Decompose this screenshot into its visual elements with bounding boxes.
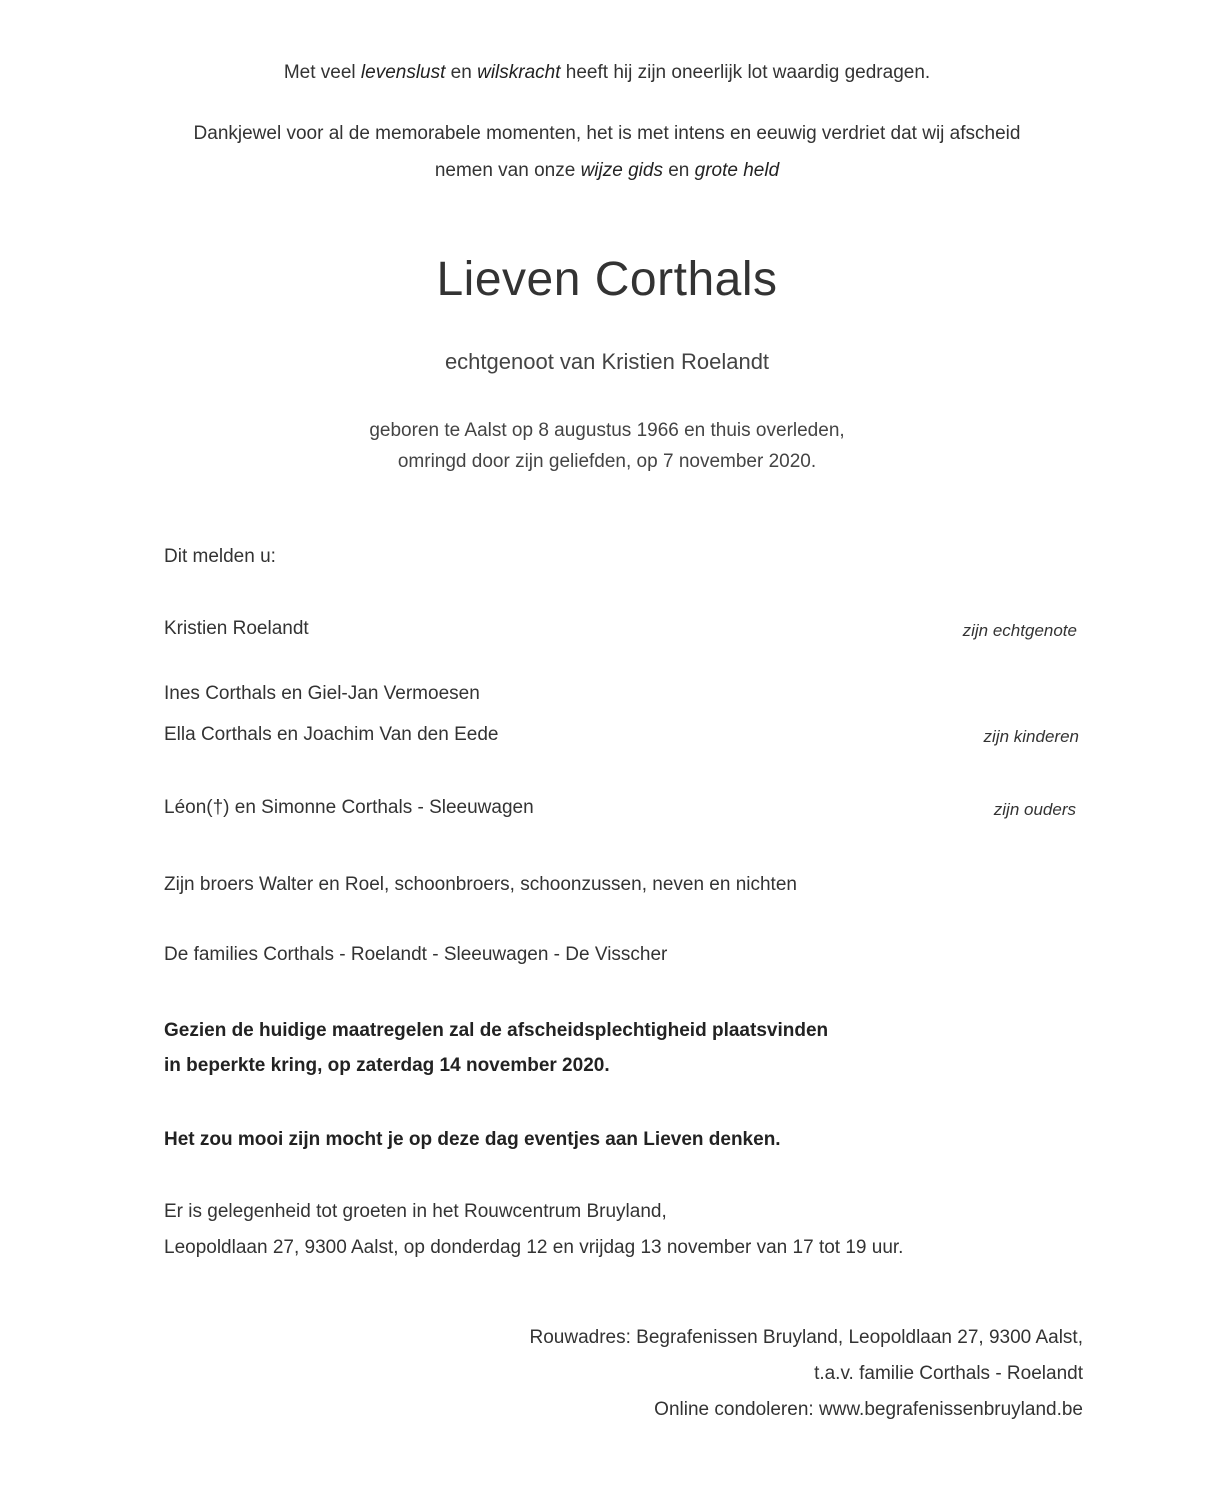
address-line-2: t.a.v. familie Corthals - Roelandt <box>814 1363 1083 1384</box>
intro-line-1-e: heeft hij zijn oneerlijk lot waardig gedragen. <box>560 62 931 83</box>
families-line: De families Corthals - Roelandt - Sleeuwagen - De Visscher <box>164 944 668 965</box>
parents-name: Léon(†) en Simonne Corthals - Sleeuwagen <box>164 797 534 818</box>
intro-line-3-b: wijze gids <box>580 160 663 181</box>
deceased-name: Lieven Corthals <box>436 253 778 306</box>
notice-line-1: Gezien de huidige maatregelen zal de afscheidsplechtigheid plaatsvinden <box>164 1020 829 1041</box>
intro-line-1-d: wilskracht <box>477 62 561 83</box>
intro-line-3-a: nemen van onze <box>434 160 581 181</box>
announcers-heading: Dit melden u: <box>164 546 276 567</box>
spouse-relation: zijn echtgenote <box>962 621 1077 640</box>
intro-line-1 <box>0 62 1214 84</box>
intro-line-1-b: levenslust <box>360 62 446 83</box>
child-name-1: Ines Corthals en Giel-Jan Vermoesen <box>164 683 480 704</box>
intro-line-3-c: en <box>662 160 695 181</box>
intro-line-3-d: grote held <box>694 160 780 181</box>
birth-line-1: geboren te Aalst op 8 augustus 1966 en thuis overleden, <box>369 420 845 441</box>
notice-line-2: in beperkte kring, op zaterdag 14 november 2020. <box>164 1055 610 1076</box>
intro-line-1-c: en <box>445 62 478 83</box>
visitation-line-2: Leopoldlaan 27, 9300 Aalst, op donderdag 12 en vrijdag 13 november van 17 tot 19 uur. <box>164 1237 904 1258</box>
spouse-name: Kristien Roelandt <box>164 618 309 639</box>
address-line-1: Rouwadres: Begrafenissen Bruyland, Leopoldlaan 27, 9300 Aalst, <box>529 1327 1083 1348</box>
spouse-line: echtgenoot van Kristien Roelandt <box>444 349 770 374</box>
birth-line-2: omringd door zijn geliefden, op 7 november 2020. <box>397 451 817 472</box>
child-name-2: Ella Corthals en Joachim Van den Eede <box>164 724 499 745</box>
visitation-line-1: Er is gelegenheid tot groeten in het Rouwcentrum Bruyland, <box>164 1201 667 1222</box>
intro-line-1-a: Met veel <box>283 62 361 83</box>
intro-line-3 <box>0 160 1214 182</box>
children-relation: zijn kinderen <box>983 727 1079 746</box>
notice-line-3: Het zou mooi zijn mocht je op deze dag eventjes aan Lieven denken. <box>164 1129 781 1150</box>
intro-line-2: Dankjewel voor al de memorabele momenten, het is met intens en eeuwig verdriet dat wij afscheid <box>193 123 1021 144</box>
condolences-link[interactable]: Online condoleren: www.begrafenissenbruyland.be <box>654 1399 1083 1420</box>
parents-relation: zijn ouders <box>993 800 1076 819</box>
siblings-line: Zijn broers Walter en Roel, schoonbroers, schoonzussen, neven en nichten <box>164 874 797 895</box>
